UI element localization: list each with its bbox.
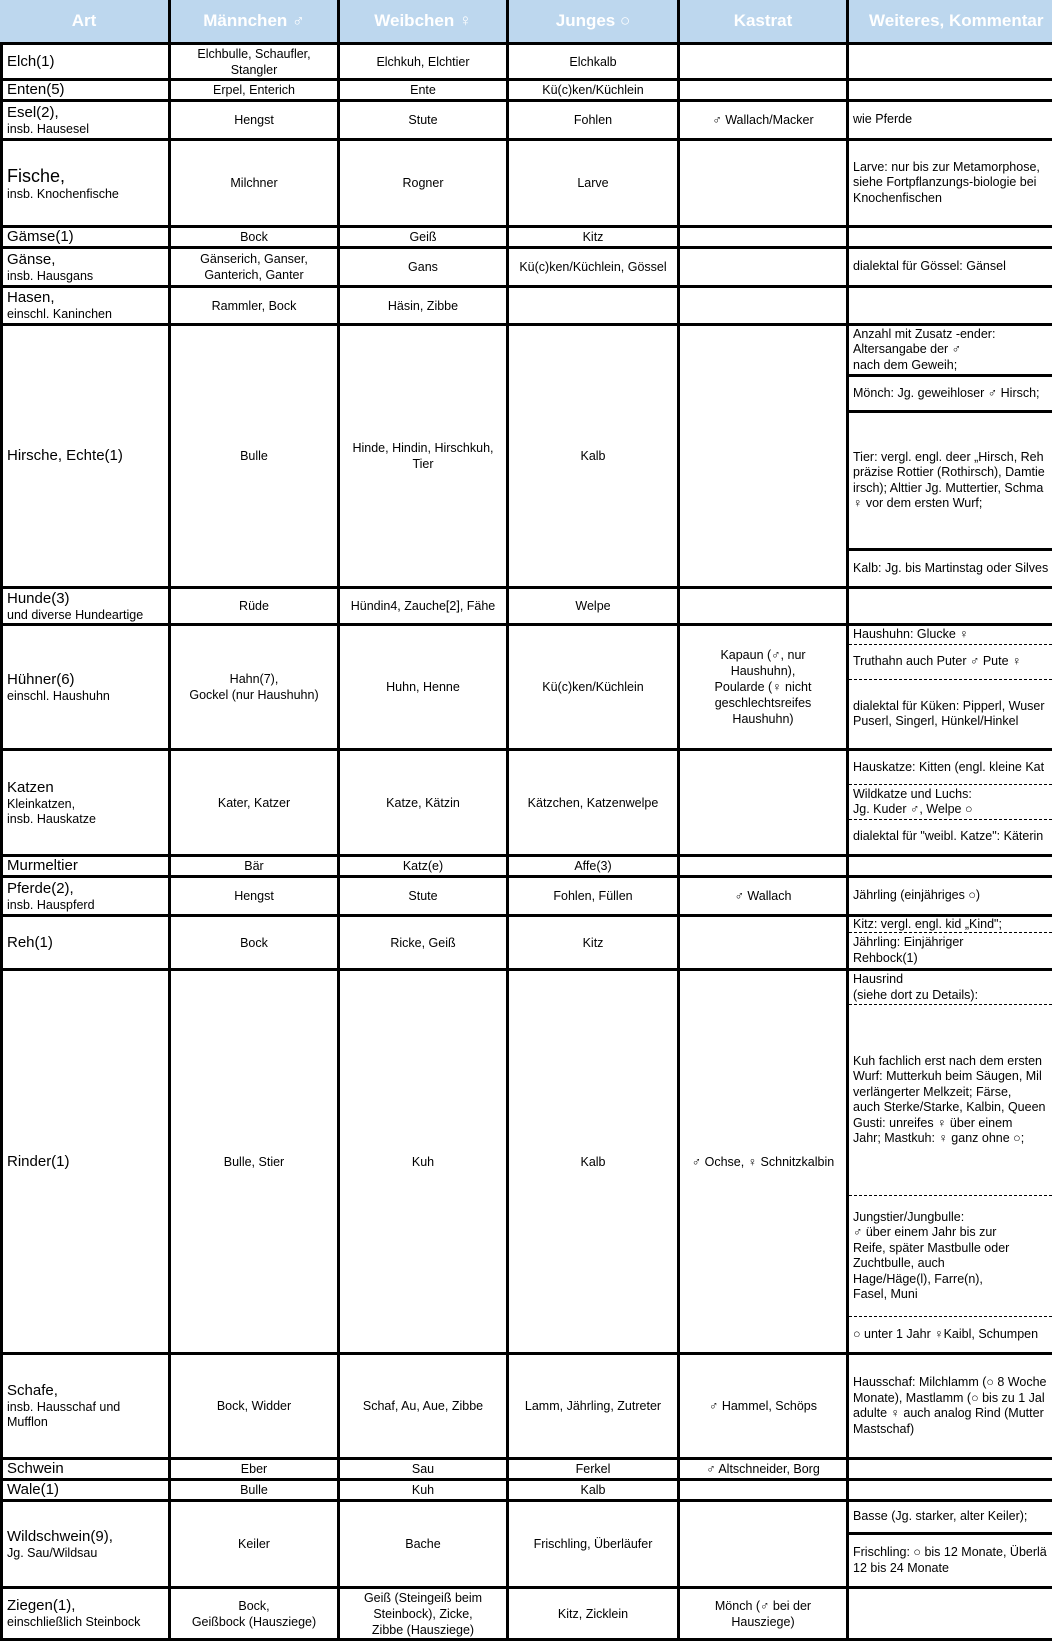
- comment-note: [849, 45, 1052, 81]
- column-header-junges: Junges ○: [509, 0, 680, 45]
- art-subtitle: Jg. Sau/Wildsau: [7, 1545, 98, 1560]
- cell-weibchen: Elchkuh, Elchtier: [340, 45, 509, 81]
- comment-note: Larve: nur bis zur Metamorphose, siehe Fortpflanzungs-biologie bei Knochenfischen: [849, 141, 1052, 228]
- cell-junges: Welpe: [509, 589, 680, 626]
- cell-kastrat: [680, 751, 849, 857]
- cell-junges: Kalb: [509, 326, 680, 589]
- comment-note: Jährling: Einjähriger Rehbock(1): [849, 933, 1052, 971]
- table-row-art: [0, 917, 171, 971]
- comment-note: Jährling (einjähriges ○): [849, 878, 1052, 917]
- comment-note: Frischling: ○ bis 12 Monate, Überlä 12 bis 24 Monate: [849, 1535, 1052, 1589]
- cell-weibchen: Stute: [340, 102, 509, 141]
- table-row-art: [0, 81, 171, 102]
- art-name: Hühner(6): [7, 670, 75, 688]
- comment-note: Kitz: vergl. engl. kid „Kind";: [849, 917, 1052, 933]
- comment-note: dialektal für Küken: Pipperl, Wuser Puserl, Singerl, Hünkel/Hinkel: [849, 680, 1052, 751]
- cell-weibchen: Bache: [340, 1502, 509, 1589]
- comment-note: [849, 589, 1052, 626]
- comment-note: Jungstier/Jungbulle: ♂ über einem Jahr bis zur Reife, später Mastbulle oder Zuchtbulle, auch Hage/Häge(l), Farre(n), Fasel, Muni: [849, 1196, 1052, 1317]
- cell-kastrat: [680, 917, 849, 971]
- art-name: Reh(1): [7, 933, 53, 951]
- cell-maennchen: Gänserich, Ganser, Ganterich, Ganter: [171, 249, 340, 288]
- art-cell-content: [7, 626, 110, 748]
- art-name: Esel(2),: [7, 103, 59, 121]
- column-header-kastrat: Kastrat: [680, 0, 849, 45]
- art-name: Enten(5): [7, 81, 65, 98]
- art-cell-content: [7, 249, 93, 285]
- cell-kastrat: Mönch (♂ bei der Hausziege): [680, 1589, 849, 1641]
- comment-note: [849, 81, 1052, 102]
- cell-kastrat: [680, 45, 849, 81]
- table-row-art: [0, 1355, 171, 1460]
- comment-note: [849, 228, 1052, 249]
- art-subtitle: einschließlich Steinbock: [7, 1615, 141, 1629]
- art-cell-content: [7, 326, 123, 586]
- cell-kastrat: [680, 326, 849, 589]
- comment-note: [849, 288, 1052, 326]
- cell-weibchen: Schaf, Au, Aue, Zibbe: [340, 1355, 509, 1460]
- art-cell-content: [7, 751, 96, 854]
- comment-note: Hausschaf: Milchlamm (○ 8 Woche Monate), Mastlamm (○ bis zu 1 Jal adulte ♀ auch analog Rind (Mutter Mastschaf): [849, 1355, 1052, 1460]
- comment-note: [849, 1481, 1052, 1502]
- cell-maennchen: Hengst: [171, 878, 340, 917]
- cell-junges: Kalb: [509, 971, 680, 1355]
- cell-junges: Kü(c)ken/Küchlein: [509, 81, 680, 102]
- art-name: Gänse,: [7, 250, 56, 268]
- cell-kastrat: [680, 589, 849, 626]
- table-row-art: [0, 288, 171, 326]
- comment-note: Kalb: Jg. bis Martinstag oder Silves: [849, 551, 1052, 589]
- table-row-art: [0, 249, 171, 288]
- art-cell-content: [7, 1460, 64, 1478]
- table-row-art: [0, 626, 171, 751]
- table-row-art: [0, 857, 171, 878]
- table-row-art: [0, 141, 171, 228]
- cell-weibchen: Kuh: [340, 1481, 509, 1502]
- cell-junges: Kitz: [509, 917, 680, 971]
- comment-note: Hauskatze: Kitten (engl. kleine Kat: [849, 751, 1052, 785]
- cell-kastrat: [680, 249, 849, 288]
- art-cell-content: [7, 1502, 113, 1586]
- column-header-weiteres: Weiteres, Kommentar: [849, 0, 1052, 45]
- art-subtitle: Kleinkatzen, insb. Hauskatze: [7, 796, 96, 826]
- table-row-art: [0, 1481, 171, 1502]
- comment-note: Wildkatze und Luchs: Jg. Kuder ♂, Welpe ○: [849, 785, 1052, 820]
- art-cell-content: [7, 228, 74, 246]
- comment-note: wie Pferde: [849, 102, 1052, 141]
- cell-maennchen: Hahn(7), Gockel (nur Haushuhn): [171, 626, 340, 751]
- art-cell-content: [7, 917, 53, 968]
- cell-maennchen: Rammler, Bock: [171, 288, 340, 326]
- cell-kastrat: Kapaun (♂, nur Haushuhn), Poularde (♀ nicht geschlechtsreifes Haushuhn): [680, 626, 849, 751]
- cell-maennchen: Bulle, Stier: [171, 971, 340, 1355]
- table-row-art: [0, 878, 171, 917]
- cell-weibchen: Rogner: [340, 141, 509, 228]
- cell-weibchen: Gans: [340, 249, 509, 288]
- cell-kastrat: [680, 228, 849, 249]
- art-cell-content: [7, 589, 143, 623]
- cell-weibchen: Hinde, Hindin, Hirschkuh, Tier: [340, 326, 509, 589]
- cell-weibchen: Geiß (Steingeiß beim Steinbock), Zicke, Zibbe (Hausziege): [340, 1589, 509, 1641]
- comment-note: dialektal für Gössel: Gänsel: [849, 249, 1052, 288]
- comment-note: [849, 1460, 1052, 1481]
- art-subtitle: insb. Hauspferd: [7, 897, 95, 912]
- cell-kastrat: ♂ Hammel, Schöps: [680, 1355, 849, 1460]
- column-header-art: Art: [0, 0, 171, 45]
- cell-kastrat: ♂ Wallach/Macker: [680, 102, 849, 141]
- cell-kastrat: ♂ Wallach: [680, 878, 849, 917]
- cell-kastrat: [680, 1502, 849, 1589]
- art-name: Ziegen(1),: [7, 1597, 76, 1614]
- cell-junges: Kü(c)ken/Küchlein: [509, 626, 680, 751]
- cell-junges: Frischling, Überläufer: [509, 1502, 680, 1589]
- art-cell-content: [7, 141, 119, 225]
- comment-note: Haushuhn: Glucke ♀: [849, 626, 1052, 645]
- art-name: Murmeltier: [7, 857, 78, 874]
- art-cell-content: [7, 1355, 120, 1457]
- comment-note: Anzahl mit Zusatz -ender: Altersangabe der ♂ nach dem Geweih;: [849, 326, 1052, 377]
- cell-weibchen: Katz(e): [340, 857, 509, 878]
- art-name: Schwein: [7, 1460, 64, 1477]
- art-cell-content: [7, 1481, 59, 1499]
- cell-junges: Kalb: [509, 1481, 680, 1502]
- cell-maennchen: Bulle: [171, 326, 340, 589]
- column-header-maennchen: Männchen ♂: [171, 0, 340, 45]
- cell-junges: Fohlen: [509, 102, 680, 141]
- cell-maennchen: Hengst: [171, 102, 340, 141]
- cell-maennchen: Bulle: [171, 1481, 340, 1502]
- art-subtitle: und diverse Hundeartige: [7, 607, 144, 622]
- cell-kastrat: [680, 288, 849, 326]
- art-name: Gämse(1): [7, 228, 74, 245]
- comment-note: [849, 1589, 1052, 1641]
- cell-junges: [509, 288, 680, 326]
- cell-weibchen: Stute: [340, 878, 509, 917]
- table-row-art: [0, 1460, 171, 1481]
- column-header-weibchen: Weibchen ♀: [340, 0, 509, 45]
- table-row-art: [0, 228, 171, 249]
- cell-maennchen: Elchbulle, Schaufler, Stangler: [171, 45, 340, 81]
- art-cell-content: [7, 971, 70, 1352]
- cell-junges: Kitz, Zicklein: [509, 1589, 680, 1641]
- table-row-art: [0, 751, 171, 857]
- art-name: Elch(1): [7, 52, 55, 70]
- table-row-art: [0, 102, 171, 141]
- cell-junges: Kü(c)ken/Küchlein, Gössel: [509, 249, 680, 288]
- table-row-art: [0, 1589, 171, 1641]
- art-name: Schafe,: [7, 1382, 58, 1399]
- table-row-art: [0, 589, 171, 626]
- comment-note: Mönch: Jg. geweihloser ♂ Hirsch;: [849, 377, 1052, 413]
- art-cell-content: [7, 857, 78, 875]
- cell-junges: Affe(3): [509, 857, 680, 878]
- art-name: Fische,: [7, 165, 66, 186]
- table-row-art: [0, 326, 171, 589]
- cell-junges: Elchkalb: [509, 45, 680, 81]
- cell-maennchen: Rüde: [171, 589, 340, 626]
- cell-junges: Fohlen, Füllen: [509, 878, 680, 917]
- cell-maennchen: Bär: [171, 857, 340, 878]
- comment-note: dialektal für "weibl. Katze": Käterin: [849, 820, 1052, 857]
- cell-maennchen: Bock, Widder: [171, 1355, 340, 1460]
- comment-note: Truthahn auch Puter ♂ Pute ♀: [849, 645, 1052, 680]
- cell-maennchen: Bock: [171, 228, 340, 249]
- art-cell-content: [7, 45, 55, 78]
- comment-note: [849, 857, 1052, 878]
- comment-note: ○ unter 1 Jahr ♀Kaibl, Schumpen: [849, 1317, 1052, 1355]
- comment-note: Basse (Jg. starker, alter Keiler);: [849, 1502, 1052, 1535]
- cell-junges: Kätzchen, Katzenwelpe: [509, 751, 680, 857]
- art-subtitle: einschl. Haushuhn: [7, 688, 110, 703]
- art-name: Hunde(3): [7, 589, 70, 607]
- art-subtitle: insb. Hausschaf und Mufflon: [7, 1400, 121, 1429]
- table-row-art: [0, 45, 171, 81]
- art-subtitle: einschl. Kaninchen: [7, 307, 112, 321]
- cell-junges: Larve: [509, 141, 680, 228]
- table-row-art: [0, 971, 171, 1355]
- cell-kastrat: ♂ Altschneider, Borg: [680, 1460, 849, 1481]
- cell-weibchen: Katze, Kätzin: [340, 751, 509, 857]
- cell-maennchen: Bock: [171, 917, 340, 971]
- cell-maennchen: Keiler: [171, 1502, 340, 1589]
- comment-note: Hausrind (siehe dort zu Details):: [849, 971, 1052, 1005]
- cell-maennchen: Kater, Katzer: [171, 751, 340, 857]
- art-cell-content: [7, 81, 65, 99]
- cell-kastrat: ♂ Ochse, ♀ Schnitzkalbin: [680, 971, 849, 1355]
- cell-weibchen: Ricke, Geiß: [340, 917, 509, 971]
- art-name: Hirsche, Echte(1): [7, 447, 123, 464]
- art-name: Pferde(2),: [7, 879, 74, 897]
- cell-kastrat: [680, 857, 849, 878]
- art-subtitle: insb. Hausgans: [7, 268, 94, 283]
- cell-maennchen: Bock, Geißbock (Hausziege): [171, 1589, 340, 1641]
- art-subtitle: insb. Hausesel: [7, 121, 89, 136]
- cell-kastrat: [680, 1481, 849, 1502]
- cell-junges: Lamm, Jährling, Zutreter: [509, 1355, 680, 1460]
- cell-weibchen: Ente: [340, 81, 509, 102]
- art-cell-content: [7, 1589, 140, 1638]
- art-cell-content: [7, 878, 95, 914]
- cell-maennchen: Eber: [171, 1460, 340, 1481]
- cell-weibchen: Häsin, Zibbe: [340, 288, 509, 326]
- cell-weibchen: Kuh: [340, 971, 509, 1355]
- cell-weibchen: Huhn, Henne: [340, 626, 509, 751]
- cell-junges: Ferkel: [509, 1460, 680, 1481]
- comment-note: Tier: vergl. engl. deer „Hirsch, Reh präzise Rottier (Rothirsch), Damtie irsch); Alttier Jg. Muttertier, Schma ♀ vor dem ersten Wurf;: [849, 413, 1052, 551]
- art-name: Wale(1): [7, 1481, 59, 1498]
- art-cell-content: [7, 288, 112, 323]
- cell-maennchen: Erpel, Enterich: [171, 81, 340, 102]
- art-name: Hasen,: [7, 289, 55, 306]
- cell-kastrat: [680, 81, 849, 102]
- cell-junges: Kitz: [509, 228, 680, 249]
- art-subtitle: insb. Knochenfische: [7, 186, 119, 201]
- table-row-art: [0, 1502, 171, 1589]
- comment-note: Kuh fachlich erst nach dem ersten Wurf: Mutterkuh beim Säugen, Mil verlängerter Melkzeit; Färse, auch Sterke/Starke, Kalbin, Queen Gusti: unreifes ♀ über einem Jahr; Mastkuh: ♀ ganz ohne ○;: [849, 1005, 1052, 1196]
- art-name: Rinder(1): [7, 1152, 70, 1170]
- cell-kastrat: [680, 141, 849, 228]
- cell-maennchen: Milchner: [171, 141, 340, 228]
- cell-weibchen: Hündin4, Zauche[2], Fähe: [340, 589, 509, 626]
- cell-weibchen: Geiß: [340, 228, 509, 249]
- art-cell-content: [7, 102, 89, 138]
- art-name: Katzen: [7, 778, 54, 796]
- cell-weibchen: Sau: [340, 1460, 509, 1481]
- art-name: Wildschwein(9),: [7, 1527, 113, 1545]
